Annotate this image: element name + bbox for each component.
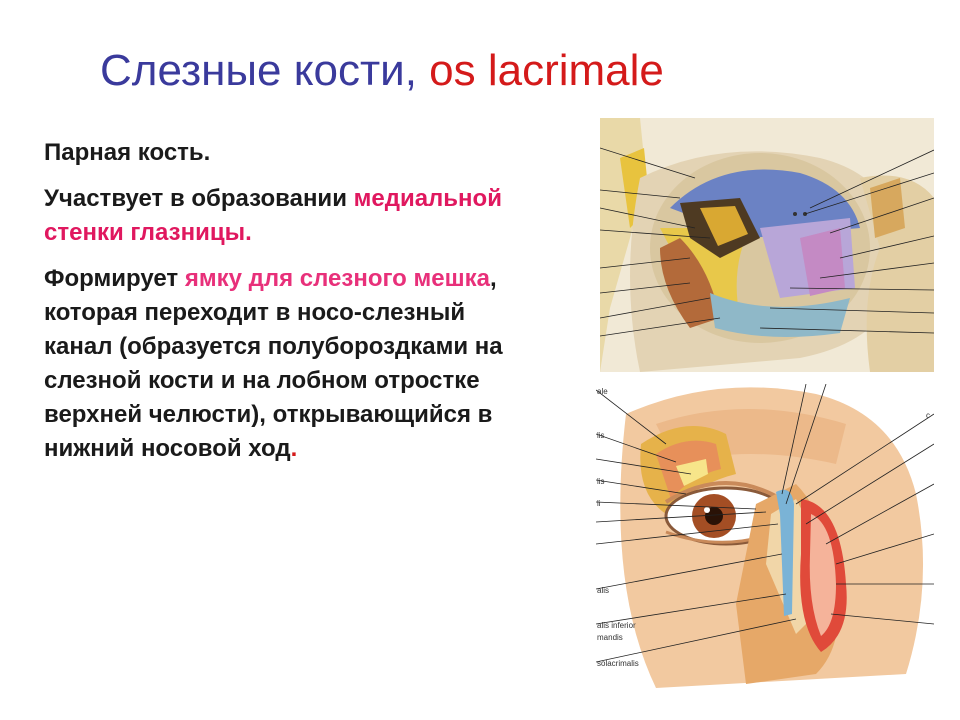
body-text bbox=[44, 136, 514, 478]
paragraph-2 bbox=[44, 182, 514, 250]
label-5: alis bbox=[597, 586, 610, 595]
paragraph-3 bbox=[44, 262, 514, 466]
label-4: li bbox=[597, 499, 601, 508]
title-latin: os lacrimale bbox=[429, 46, 664, 95]
p3-text-rest: , которая переходит в носо-слезный канал (образуется полубороздками на слезной кости и на лобном отростке верхней челюсти), открывающийся в нижний носовой ход bbox=[44, 265, 503, 462]
p2-text: Участвует в образовании bbox=[44, 185, 354, 212]
label-3: lis bbox=[597, 477, 605, 486]
p1-text: Парная кость. bbox=[44, 139, 211, 166]
p2-highlight: медиальной стенки глазницы. bbox=[44, 185, 502, 246]
p3-highlight: ямку для слезного мешка bbox=[184, 265, 490, 292]
paragraph-1 bbox=[44, 136, 514, 170]
p3-text-end: . bbox=[290, 435, 298, 462]
p3-text-start: Формирует bbox=[44, 265, 185, 292]
label-7: mandis bbox=[597, 633, 623, 642]
label-9: c bbox=[926, 411, 930, 420]
title-main: Слезные кости, bbox=[100, 46, 417, 95]
label-6: alis inferior bbox=[597, 621, 636, 630]
slide-title bbox=[100, 46, 664, 96]
label-1: ale bbox=[597, 387, 608, 396]
lacrimal-apparatus-illustration bbox=[596, 384, 934, 688]
orbit-illustration bbox=[600, 118, 934, 372]
label-2: lis bbox=[597, 431, 605, 440]
label-8: solacrimalis bbox=[597, 659, 639, 668]
